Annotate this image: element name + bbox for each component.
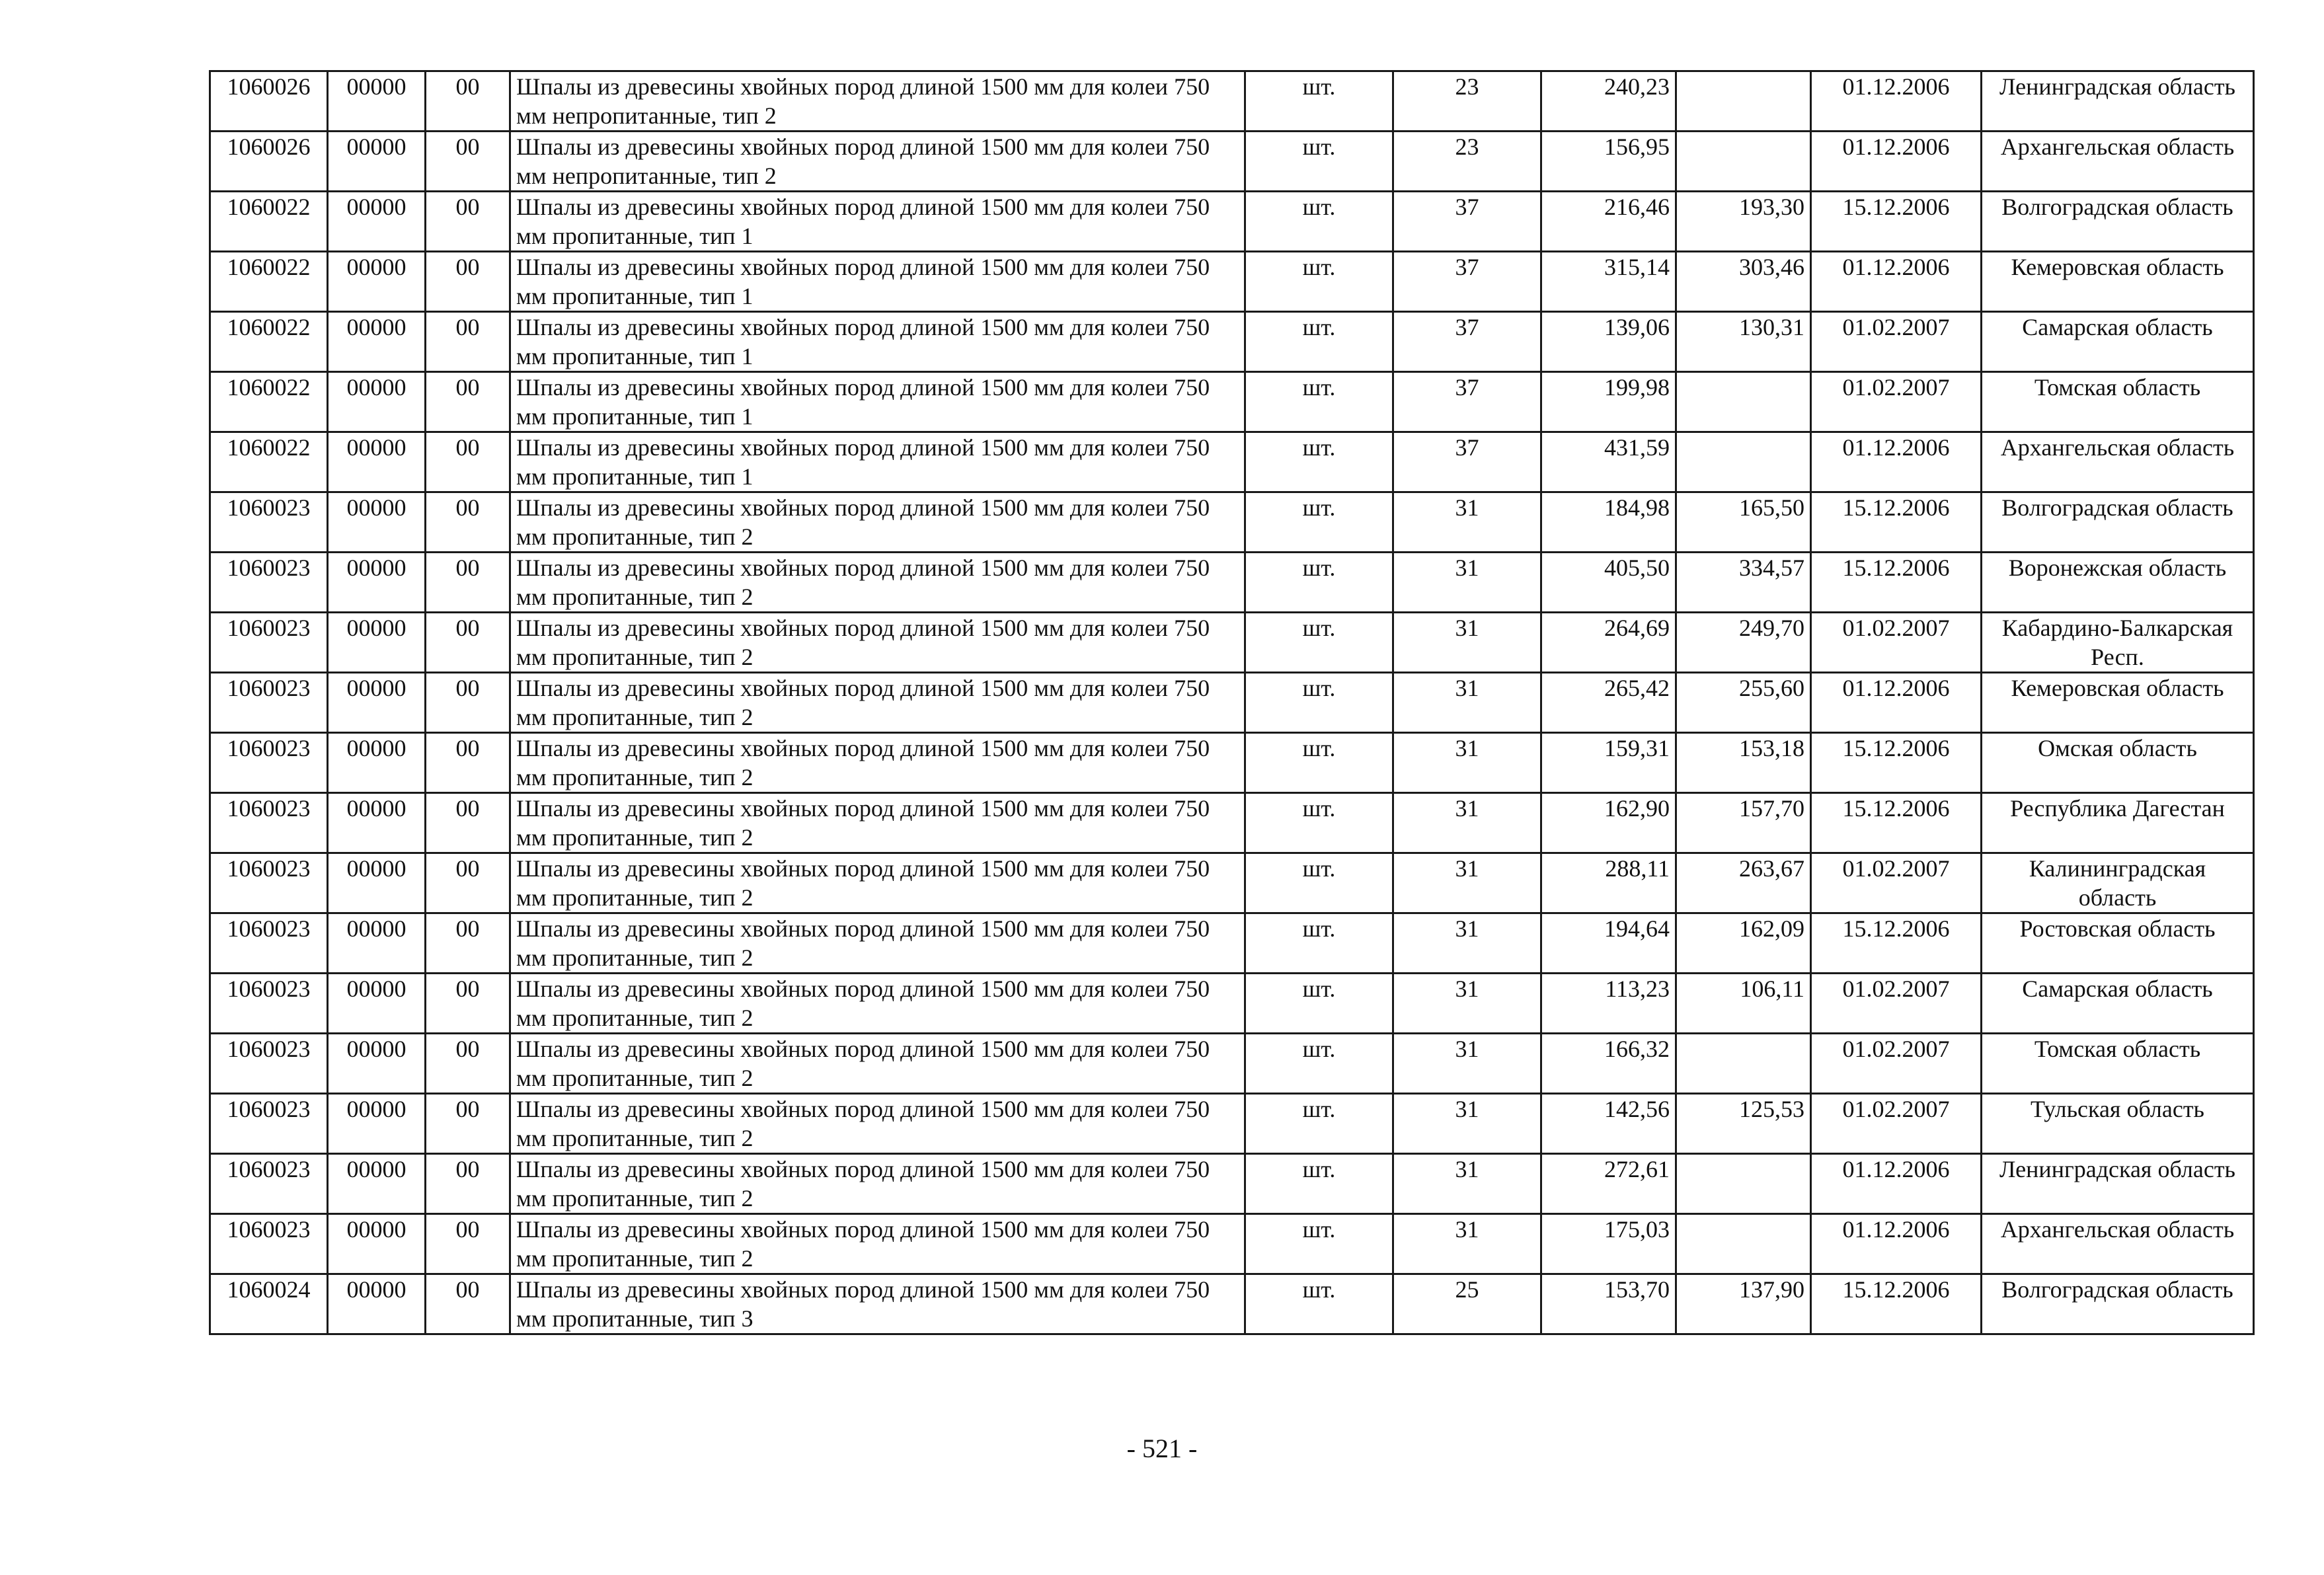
unit-cell: шт. (1245, 1094, 1393, 1154)
item-name-cell: Шпалы из древесины хвойных пород длиной 1500 мм для колеи 750 мм пропитанные, тип 2 (510, 1214, 1245, 1274)
date-cell: 01.12.2006 (1811, 1214, 1982, 1274)
version-code-cell: 00 (426, 613, 510, 673)
price-alt-cell: 153,18 (1676, 733, 1811, 793)
sub-code-cell: 00000 (328, 913, 426, 974)
price-cell: 166,32 (1541, 1034, 1676, 1094)
version-code-cell: 00 (426, 192, 510, 252)
region-cell: Томская область (1982, 1034, 2254, 1094)
page-number: - 521 - (1126, 1434, 1198, 1463)
price-cell: 265,42 (1541, 673, 1676, 733)
date-cell: 01.12.2006 (1811, 71, 1982, 132)
region-cell: Волгоградская область (1982, 492, 2254, 553)
item-code-cell: 1060024 (210, 1274, 328, 1334)
date-cell: 15.12.2006 (1811, 553, 1982, 613)
date-cell: 15.12.2006 (1811, 733, 1982, 793)
item-code-cell: 1060023 (210, 492, 328, 553)
table-row (210, 1034, 2254, 1094)
quantity-cell: 31 (1393, 793, 1541, 853)
version-code-cell: 00 (426, 1214, 510, 1274)
price-alt-cell (1676, 1214, 1811, 1274)
quantity-cell: 31 (1393, 613, 1541, 673)
quantity-cell: 31 (1393, 673, 1541, 733)
price-alt-cell (1676, 71, 1811, 132)
quantity-cell: 37 (1393, 192, 1541, 252)
price-alt-cell: 193,30 (1676, 192, 1811, 252)
price-cell: 194,64 (1541, 913, 1676, 974)
version-code-cell: 00 (426, 974, 510, 1034)
sub-code-cell: 00000 (328, 793, 426, 853)
unit-cell: шт. (1245, 1034, 1393, 1094)
item-name-cell: Шпалы из древесины хвойных пород длиной 1500 мм для колеи 750 мм пропитанные, тип 2 (510, 1094, 1245, 1154)
quantity-cell: 31 (1393, 733, 1541, 793)
item-name-cell: Шпалы из древесины хвойных пород длиной 1500 мм для колеи 750 мм непропитанные, тип 2 (510, 132, 1245, 192)
price-alt-cell: 165,50 (1676, 492, 1811, 553)
quantity-cell: 25 (1393, 1274, 1541, 1334)
price-cell: 315,14 (1541, 252, 1676, 312)
table-row (210, 252, 2254, 312)
region-cell: Волгоградская область (1982, 192, 2254, 252)
item-name-cell: Шпалы из древесины хвойных пород длиной 1500 мм для колеи 750 мм пропитанные, тип 1 (510, 312, 1245, 372)
table-row (210, 312, 2254, 372)
version-code-cell: 00 (426, 252, 510, 312)
unit-cell: шт. (1245, 492, 1393, 553)
quantity-cell: 37 (1393, 312, 1541, 372)
unit-cell: шт. (1245, 372, 1393, 432)
item-code-cell: 1060023 (210, 1094, 328, 1154)
date-cell: 01.02.2007 (1811, 974, 1982, 1034)
price-alt-cell (1676, 132, 1811, 192)
version-code-cell: 00 (426, 913, 510, 974)
date-cell: 15.12.2006 (1811, 192, 1982, 252)
region-cell: Воронежская область (1982, 553, 2254, 613)
version-code-cell: 00 (426, 673, 510, 733)
version-code-cell: 00 (426, 553, 510, 613)
item-name-cell: Шпалы из древесины хвойных пород длиной 1500 мм для колеи 750 мм пропитанные, тип 2 (510, 913, 1245, 974)
unit-cell: шт. (1245, 312, 1393, 372)
region-cell: Ленинградская область (1982, 71, 2254, 132)
quantity-cell: 37 (1393, 372, 1541, 432)
region-cell: Волгоградская область (1982, 1274, 2254, 1334)
date-cell: 01.12.2006 (1811, 252, 1982, 312)
region-cell: Самарская область (1982, 974, 2254, 1034)
item-name-cell: Шпалы из древесины хвойных пород длиной 1500 мм для колеи 750 мм пропитанные, тип 2 (510, 492, 1245, 553)
region-cell: Архангельская область (1982, 1214, 2254, 1274)
unit-cell: шт. (1245, 1154, 1393, 1214)
item-name-cell: Шпалы из древесины хвойных пород длиной 1500 мм для колеи 750 мм пропитанные, тип 1 (510, 372, 1245, 432)
item-code-cell: 1060022 (210, 252, 328, 312)
region-cell: Кемеровская область (1982, 252, 2254, 312)
unit-cell: шт. (1245, 673, 1393, 733)
region-cell: Тульская область (1982, 1094, 2254, 1154)
unit-cell: шт. (1245, 192, 1393, 252)
price-cell: 431,59 (1541, 432, 1676, 492)
version-code-cell: 00 (426, 492, 510, 553)
version-code-cell: 00 (426, 372, 510, 432)
sub-code-cell: 00000 (328, 1274, 426, 1334)
unit-cell: шт. (1245, 132, 1393, 192)
unit-cell: шт. (1245, 432, 1393, 492)
quantity-cell: 31 (1393, 853, 1541, 913)
quantity-cell: 31 (1393, 913, 1541, 974)
date-cell: 01.02.2007 (1811, 613, 1982, 673)
unit-cell: шт. (1245, 613, 1393, 673)
region-cell: Томская область (1982, 372, 2254, 432)
item-name-cell: Шпалы из древесины хвойных пород длиной 1500 мм для колеи 750 мм пропитанные, тип 1 (510, 432, 1245, 492)
version-code-cell: 00 (426, 71, 510, 132)
unit-cell: шт. (1245, 1214, 1393, 1274)
table-body (210, 71, 2254, 1334)
date-cell: 01.12.2006 (1811, 132, 1982, 192)
item-name-cell: Шпалы из древесины хвойных пород длиной 1500 мм для колеи 750 мм непропитанные, тип 2 (510, 71, 1245, 132)
table-row (210, 1094, 2254, 1154)
date-cell: 01.12.2006 (1811, 673, 1982, 733)
price-alt-cell: 162,09 (1676, 913, 1811, 974)
item-code-cell: 1060023 (210, 613, 328, 673)
region-cell: Ростовская область (1982, 913, 2254, 974)
sub-code-cell: 00000 (328, 974, 426, 1034)
table-row (210, 492, 2254, 553)
item-code-cell: 1060023 (210, 974, 328, 1034)
sub-code-cell: 00000 (328, 312, 426, 372)
item-name-cell: Шпалы из древесины хвойных пород длиной 1500 мм для колеи 750 мм пропитанные, тип 2 (510, 613, 1245, 673)
price-alt-cell: 130,31 (1676, 312, 1811, 372)
item-code-cell: 1060023 (210, 553, 328, 613)
price-alt-cell: 125,53 (1676, 1094, 1811, 1154)
table-row (210, 192, 2254, 252)
item-name-cell: Шпалы из древесины хвойных пород длиной 1500 мм для колеи 750 мм пропитанные, тип 2 (510, 553, 1245, 613)
quantity-cell: 37 (1393, 252, 1541, 312)
quantity-cell: 37 (1393, 432, 1541, 492)
sub-code-cell: 00000 (328, 853, 426, 913)
price-alt-cell (1676, 1034, 1811, 1094)
quantity-cell: 31 (1393, 974, 1541, 1034)
sub-code-cell: 00000 (328, 1034, 426, 1094)
item-code-cell: 1060023 (210, 1154, 328, 1214)
region-cell: Ленинградская область (1982, 1154, 2254, 1214)
price-alt-cell: 157,70 (1676, 793, 1811, 853)
item-name-cell: Шпалы из древесины хвойных пород длиной 1500 мм для колеи 750 мм пропитанные, тип 2 (510, 793, 1245, 853)
date-cell: 01.02.2007 (1811, 853, 1982, 913)
price-cell: 156,95 (1541, 132, 1676, 192)
date-cell: 15.12.2006 (1811, 492, 1982, 553)
table-row (210, 733, 2254, 793)
table-row (210, 372, 2254, 432)
price-table (209, 70, 2255, 1335)
price-alt-cell (1676, 372, 1811, 432)
price-alt-cell: 255,60 (1676, 673, 1811, 733)
item-name-cell: Шпалы из древесины хвойных пород длиной 1500 мм для колеи 750 мм пропитанные, тип 2 (510, 1154, 1245, 1214)
price-cell: 139,06 (1541, 312, 1676, 372)
table-row (210, 913, 2254, 974)
item-code-cell: 1060022 (210, 192, 328, 252)
version-code-cell: 00 (426, 853, 510, 913)
quantity-cell: 31 (1393, 1154, 1541, 1214)
sub-code-cell: 00000 (328, 1154, 426, 1214)
price-alt-cell (1676, 432, 1811, 492)
region-cell: Архангельская область (1982, 132, 2254, 192)
price-alt-cell: 263,67 (1676, 853, 1811, 913)
table-row (210, 974, 2254, 1034)
item-name-cell: Шпалы из древесины хвойных пород длиной 1500 мм для колеи 750 мм пропитанные, тип 2 (510, 733, 1245, 793)
sub-code-cell: 00000 (328, 733, 426, 793)
price-cell: 162,90 (1541, 793, 1676, 853)
date-cell: 15.12.2006 (1811, 793, 1982, 853)
version-code-cell: 00 (426, 132, 510, 192)
version-code-cell: 00 (426, 1274, 510, 1334)
sub-code-cell: 00000 (328, 252, 426, 312)
version-code-cell: 00 (426, 1154, 510, 1214)
item-name-cell: Шпалы из древесины хвойных пород длиной 1500 мм для колеи 750 мм пропитанные, тип 2 (510, 974, 1245, 1034)
price-cell: 199,98 (1541, 372, 1676, 432)
table-row (210, 1214, 2254, 1274)
item-code-cell: 1060023 (210, 853, 328, 913)
item-code-cell: 1060023 (210, 733, 328, 793)
region-cell: Самарская область (1982, 312, 2254, 372)
table-row (210, 132, 2254, 192)
item-name-cell: Шпалы из древесины хвойных пород длиной 1500 мм для колеи 750 мм пропитанные, тип 3 (510, 1274, 1245, 1334)
date-cell: 01.02.2007 (1811, 1034, 1982, 1094)
quantity-cell: 31 (1393, 553, 1541, 613)
version-code-cell: 00 (426, 312, 510, 372)
sub-code-cell: 00000 (328, 372, 426, 432)
date-cell: 01.12.2006 (1811, 432, 1982, 492)
sub-code-cell: 00000 (328, 1094, 426, 1154)
price-cell: 175,03 (1541, 1214, 1676, 1274)
sub-code-cell: 00000 (328, 553, 426, 613)
sub-code-cell: 00000 (328, 613, 426, 673)
region-cell: Калининградская область (1982, 853, 2254, 913)
sub-code-cell: 00000 (328, 432, 426, 492)
price-cell: 216,46 (1541, 192, 1676, 252)
table-row (210, 71, 2254, 132)
price-cell: 113,23 (1541, 974, 1676, 1034)
unit-cell: шт. (1245, 913, 1393, 974)
price-cell: 264,69 (1541, 613, 1676, 673)
sub-code-cell: 00000 (328, 132, 426, 192)
quantity-cell: 31 (1393, 1034, 1541, 1094)
unit-cell: шт. (1245, 853, 1393, 913)
date-cell: 01.02.2007 (1811, 1094, 1982, 1154)
price-alt-cell: 303,46 (1676, 252, 1811, 312)
price-alt-cell: 249,70 (1676, 613, 1811, 673)
item-name-cell: Шпалы из древесины хвойных пород длиной 1500 мм для колеи 750 мм пропитанные, тип 1 (510, 252, 1245, 312)
table-row (210, 793, 2254, 853)
version-code-cell: 00 (426, 793, 510, 853)
price-cell: 272,61 (1541, 1154, 1676, 1214)
version-code-cell: 00 (426, 733, 510, 793)
sub-code-cell: 00000 (328, 492, 426, 553)
unit-cell: шт. (1245, 974, 1393, 1034)
version-code-cell: 00 (426, 1094, 510, 1154)
version-code-cell: 00 (426, 1034, 510, 1094)
table-row (210, 1274, 2254, 1334)
item-name-cell: Шпалы из древесины хвойных пород длиной 1500 мм для колеи 750 мм пропитанные, тип 2 (510, 1034, 1245, 1094)
region-cell: Республика Дагестан (1982, 793, 2254, 853)
table-row (210, 1154, 2254, 1214)
item-code-cell: 1060026 (210, 132, 328, 192)
price-alt-cell: 334,57 (1676, 553, 1811, 613)
sub-code-cell: 00000 (328, 673, 426, 733)
sub-code-cell: 00000 (328, 71, 426, 132)
item-code-cell: 1060023 (210, 1214, 328, 1274)
date-cell: 01.02.2007 (1811, 312, 1982, 372)
unit-cell: шт. (1245, 553, 1393, 613)
item-code-cell: 1060022 (210, 372, 328, 432)
table-row (210, 673, 2254, 733)
table-row (210, 432, 2254, 492)
table-row (210, 613, 2254, 673)
region-cell: Кабардино-Балкарская Респ. (1982, 613, 2254, 673)
price-alt-cell (1676, 1154, 1811, 1214)
price-cell: 142,56 (1541, 1094, 1676, 1154)
date-cell: 01.02.2007 (1811, 372, 1982, 432)
region-cell: Омская область (1982, 733, 2254, 793)
item-code-cell: 1060023 (210, 1034, 328, 1094)
price-alt-cell: 106,11 (1676, 974, 1811, 1034)
unit-cell: шт. (1245, 252, 1393, 312)
region-cell: Кемеровская область (1982, 673, 2254, 733)
item-name-cell: Шпалы из древесины хвойных пород длиной 1500 мм для колеи 750 мм пропитанные, тип 1 (510, 192, 1245, 252)
item-code-cell: 1060023 (210, 793, 328, 853)
item-code-cell: 1060026 (210, 71, 328, 132)
item-name-cell: Шпалы из древесины хвойных пород длиной 1500 мм для колеи 750 мм пропитанные, тип 2 (510, 853, 1245, 913)
price-cell: 288,11 (1541, 853, 1676, 913)
item-code-cell: 1060023 (210, 913, 328, 974)
date-cell: 15.12.2006 (1811, 913, 1982, 974)
date-cell: 15.12.2006 (1811, 1274, 1982, 1334)
item-code-cell: 1060023 (210, 673, 328, 733)
date-cell: 01.12.2006 (1811, 1154, 1982, 1214)
unit-cell: шт. (1245, 71, 1393, 132)
price-cell: 159,31 (1541, 733, 1676, 793)
price-alt-cell: 137,90 (1676, 1274, 1811, 1334)
sub-code-cell: 00000 (328, 1214, 426, 1274)
unit-cell: шт. (1245, 793, 1393, 853)
price-cell: 405,50 (1541, 553, 1676, 613)
region-cell: Архангельская область (1982, 432, 2254, 492)
table-row (210, 553, 2254, 613)
version-code-cell: 00 (426, 432, 510, 492)
quantity-cell: 31 (1393, 1094, 1541, 1154)
item-code-cell: 1060022 (210, 432, 328, 492)
quantity-cell: 31 (1393, 1214, 1541, 1274)
price-cell: 240,23 (1541, 71, 1676, 132)
unit-cell: шт. (1245, 1274, 1393, 1334)
table-row (210, 853, 2254, 913)
item-code-cell: 1060022 (210, 312, 328, 372)
price-cell: 184,98 (1541, 492, 1676, 553)
unit-cell: шт. (1245, 733, 1393, 793)
sub-code-cell: 00000 (328, 192, 426, 252)
quantity-cell: 23 (1393, 71, 1541, 132)
item-name-cell: Шпалы из древесины хвойных пород длиной 1500 мм для колеи 750 мм пропитанные, тип 2 (510, 673, 1245, 733)
quantity-cell: 31 (1393, 492, 1541, 553)
price-cell: 153,70 (1541, 1274, 1676, 1334)
quantity-cell: 23 (1393, 132, 1541, 192)
